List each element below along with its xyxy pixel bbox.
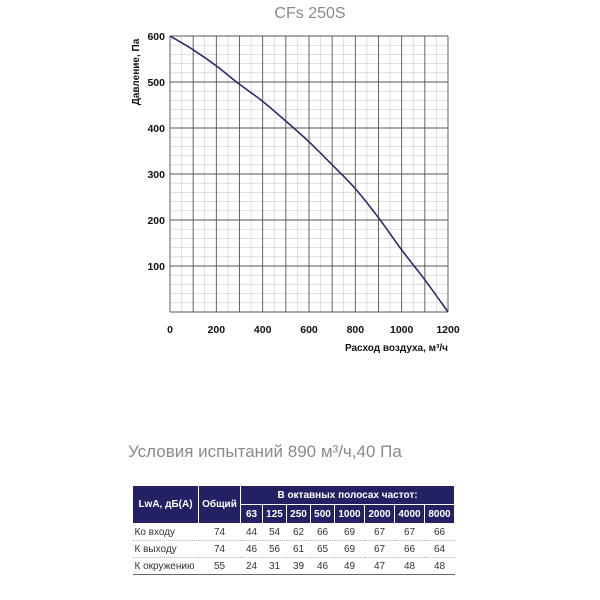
test-conditions: Условия испытаний 890 м³/ч,40 Па — [128, 442, 402, 461]
y-tick-label: 100 — [147, 261, 165, 273]
band-cell: 62 — [287, 524, 311, 541]
row-label: К окружению — [133, 558, 199, 575]
band-header: 4000 — [395, 505, 425, 524]
y-tick-label: 400 — [147, 123, 165, 135]
x-tick-label: 0 — [167, 324, 173, 336]
band-cell: 67 — [365, 524, 395, 541]
y-tick-label: 300 — [147, 169, 165, 181]
x-tick-label: 600 — [300, 324, 318, 336]
table-row — [133, 558, 455, 575]
y-tick-label: 500 — [147, 77, 165, 89]
band-cell: 69 — [335, 524, 365, 541]
x-tick-label: 1000 — [389, 324, 414, 336]
y-tick-label: 600 — [147, 31, 165, 43]
band-cell: 67 — [395, 524, 425, 541]
band-header: 63 — [241, 505, 263, 524]
band-cell: 39 — [287, 558, 311, 575]
table-row — [133, 541, 455, 558]
total-cell: 55 — [199, 558, 241, 575]
header-bands: В октавных полосах частот: — [241, 486, 455, 505]
band-cell: 56 — [263, 541, 287, 558]
y-tick-labels — [147, 31, 165, 273]
band-cell: 49 — [335, 558, 365, 575]
band-cell: 66 — [395, 541, 425, 558]
x-axis-label: Расход воздуха, м³/ч — [344, 343, 448, 354]
band-header: 1000 — [335, 505, 365, 524]
chart-title: CFs 250S — [274, 5, 346, 22]
total-cell: 74 — [199, 541, 241, 558]
band-cell: 44 — [241, 524, 263, 541]
band-header: 125 — [263, 505, 287, 524]
band-cell: 24 — [241, 558, 263, 575]
band-cell: 46 — [311, 558, 335, 575]
band-header: 2000 — [365, 505, 395, 524]
x-tick-label: 400 — [253, 324, 272, 336]
band-cell: 69 — [335, 541, 365, 558]
grid-major — [170, 36, 448, 312]
band-cell: 47 — [365, 558, 395, 575]
band-header: 500 — [311, 505, 335, 524]
y-tick-label: 200 — [147, 215, 165, 227]
header-lwa: LwA, дБ(А) — [133, 486, 199, 524]
row-label: Ко входу — [133, 524, 199, 541]
band-cell: 67 — [365, 541, 395, 558]
table-row — [133, 524, 455, 541]
band-cell: 54 — [263, 524, 287, 541]
band-cell: 46 — [241, 541, 263, 558]
x-tick-label: 200 — [207, 324, 226, 336]
row-label: К выходу — [133, 541, 199, 558]
noise-table — [132, 485, 455, 575]
band-cell: 61 — [287, 541, 311, 558]
band-cell: 31 — [263, 558, 287, 575]
x-tick-label: 800 — [346, 324, 365, 336]
band-cell: 66 — [425, 524, 455, 541]
band-header: 8000 — [425, 505, 455, 524]
band-header: 250 — [287, 505, 311, 524]
x-tick-label: 1200 — [436, 324, 460, 336]
y-axis-label: Давление, Па — [131, 38, 142, 106]
band-cell: 66 — [311, 524, 335, 541]
band-cell: 65 — [311, 541, 335, 558]
x-tick-labels — [167, 324, 460, 336]
band-cell: 48 — [425, 558, 455, 575]
band-cell: 64 — [425, 541, 455, 558]
band-cell: 48 — [395, 558, 425, 575]
header-total: Общий — [199, 486, 241, 524]
total-cell: 74 — [199, 524, 241, 541]
